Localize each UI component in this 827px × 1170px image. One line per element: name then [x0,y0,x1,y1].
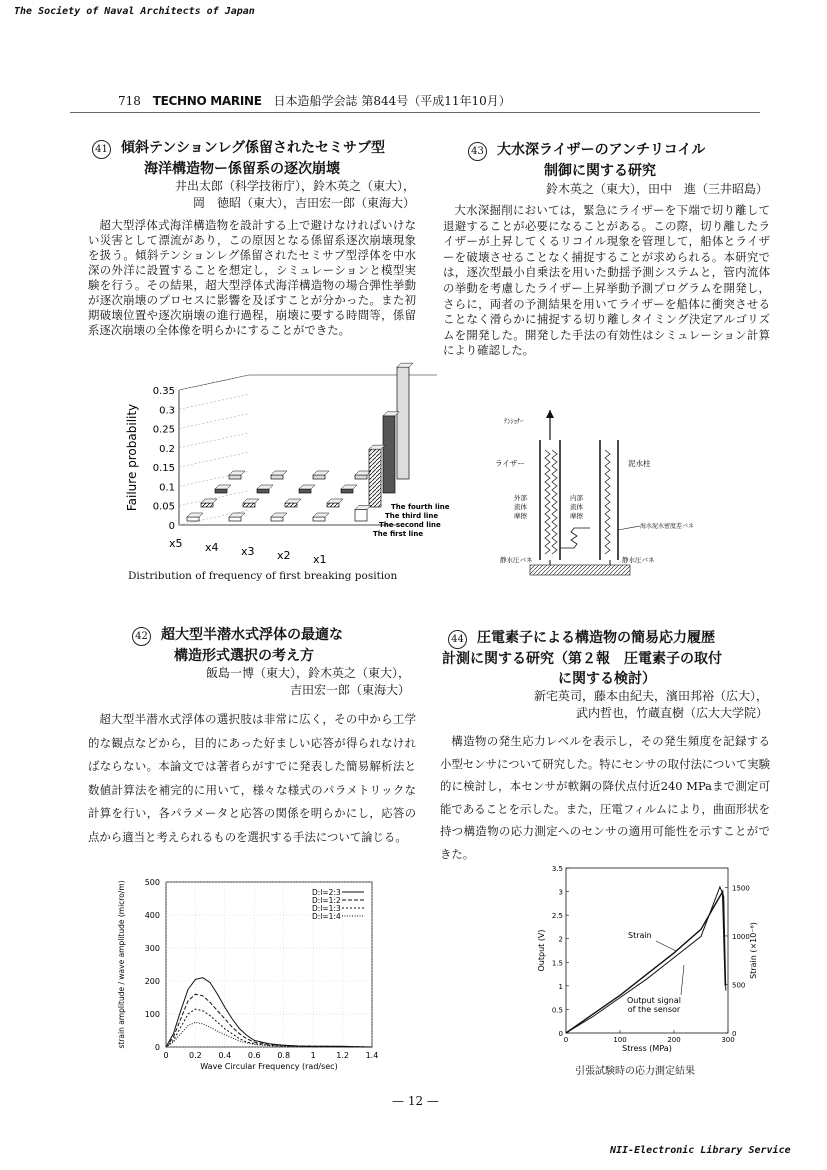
y-gridline [179,491,249,506]
x-tick-label: 100 [613,1036,627,1044]
annotation-strain: Strain [628,931,652,940]
y-tick-label: 300 [144,944,160,953]
riser-diagram [490,410,695,585]
legend-label: D:l=1:3 [312,904,341,913]
strain-chart-group [537,865,758,1053]
bar [271,475,283,479]
x-tick-label: x4 [205,541,219,554]
label-outer-fluid-2: 流体 [514,503,527,511]
article-43 [468,140,768,181]
x-tick-label: 1.4 [365,1051,379,1060]
y-tick-label: 0.5 [551,1006,563,1015]
y-gridline [179,394,249,409]
y-tick-label: 0 [154,1043,160,1052]
bar-top [271,471,287,475]
y-tick-label: 2 [558,935,563,944]
annotation-output-pointer [681,965,684,995]
bar [341,489,353,493]
title-line: 制御に関する研究 [544,163,656,179]
y-tick-label: 0.05 [152,501,175,513]
y-tick-label: 200 [144,977,160,986]
label-outer-fluid-3: 摩擦 [514,512,527,520]
y-gridline [179,433,249,448]
bar-top [229,471,245,475]
bar-top [369,445,385,449]
bar-top [355,471,371,475]
y2-tick-label: 500 [732,981,746,990]
bar [397,367,409,479]
title-line: 計測に関する研究（第２報 圧電素子の取付 [442,651,722,667]
x-tick-label: 0.6 [247,1051,261,1060]
y2-tick-label: 1000 [732,932,750,941]
label-inner-fluid-3: 摩擦 [570,512,583,520]
spring-base [550,560,610,565]
y-tick-label: 0.35 [152,386,175,397]
series-line [166,1009,372,1047]
y-tick-label: 0.2 [159,443,175,455]
label-inner-fluid-2: 流体 [570,503,583,511]
label-riser: ライザー [495,459,525,468]
x-axis-title: Wave Circular Frequency (rad/sec) [200,1062,338,1071]
x-tick-label: 0 [163,1051,169,1060]
bar-top [327,499,343,503]
x-tick-label: 0 [563,1036,569,1044]
article-number: 44 [448,630,467,649]
journal-name: TECHNO MARINE [152,94,262,108]
author-line: 鈴木英之（東大），田中 進（三井昭島） [545,182,768,196]
y-tick-label: 500 [144,878,160,887]
mud-spring-pointer [618,526,640,530]
article-number: 42 [132,627,151,646]
bar [299,489,311,493]
y-tick-label: 0 [558,1030,563,1038]
legend-label: The fourth line [391,503,450,511]
bar-top [215,485,231,489]
society-header: The Society of Naval Architects of Japan [14,6,255,17]
title-line: 超大型半潜水式浮体の最適な [161,627,343,643]
bar [369,449,381,507]
page-footer: — 12 — [392,1094,439,1108]
abstract-42: 超大型半潜水式浮体の選択肢は非常に広く，その中から工学的な観点などから，目的にあった好ましい応答が得られなければならない。本論文では著者らがすでに発表した簡易解析法と数値計算法を補完的に用いて，様々な様式のパラメトリックな計算を行い，各パラメータと応答の関係を明らかにし，応答の点から適当と考えられるものを選択する手法について論じる。 [88,712,416,844]
x-tick-label: 0.2 [189,1051,202,1060]
riser-spring-right [552,450,557,554]
article-41 [92,138,432,179]
y-tick-label: 3 [558,888,563,897]
bar [355,475,367,479]
bar [215,489,227,493]
author-line: 吉田宏一郎（東海大） [289,683,410,697]
bar [383,416,395,493]
label-hydro-left: 静水圧バネ [500,556,533,564]
y-gridline [179,414,249,429]
y-tick-label: 1 [558,982,563,991]
bar [229,475,241,479]
article-number: 41 [92,140,111,159]
strain-chart-caption: 引張試験時の応力測定結果 [575,1066,695,1077]
authors-41 [90,178,415,212]
x-tick-label: 0.4 [218,1051,232,1060]
bar-top [397,363,413,367]
y-tick-label: 3.5 [551,865,563,873]
label-tension: ﾃﾝｼｮﾅｰ [504,417,524,425]
bar-top [243,499,259,503]
article-title [132,625,392,646]
y-tick-label: 100 [144,1010,160,1019]
legend-label: The second line [379,521,441,529]
bar [355,509,367,521]
y2-tick-label: 0 [732,1030,737,1038]
library-footer: NII-Electronic Library Service [610,1145,791,1156]
x-axis-title: Stress (MPa) [622,1044,672,1053]
y-tick-label: 400 [144,911,160,920]
label-hydro-right: 静水圧バネ [622,556,655,564]
series-line [166,994,372,1047]
x-tick-label: x1 [313,553,327,566]
y-tick-label: 1.5 [551,959,563,968]
authors-42 [90,665,410,699]
bar-top [383,412,399,416]
legend-label: D:l=2:3 [312,888,341,897]
mud-spring [605,450,610,554]
x-tick-label: 300 [721,1036,735,1044]
bar [313,475,325,479]
y2-axis-title: Strain (×10⁻⁶) [749,922,758,979]
legend-label: The first line [373,530,424,538]
bar-top [201,499,217,503]
abstract-41: 超大型浮体式海洋構造物を設計する上で避けなければいけない災害として漂流があり，この原因となる係留系逐次崩壊現象を扱う。傾斜テンションレグ係留されたセミサブ型浮体を中水深の外洋に設置することを想定し，シミュレーションと模型実験を行う。その結果，超大型浮体式海洋構造物の場合弾性挙動が逐次崩壊のプロセスに影響を及ぼすことが分かった。また初期破壊位置や逐次崩壊の進行過程，崩壊に要する時間等，係留系逐次崩壊の全体像を明らかにすることができた。 [88,218,416,337]
bar [229,517,241,521]
bar-top [257,485,273,489]
annotation-output-line2: of the sensor [627,1005,681,1014]
legend-label: D:l=1:4 [312,912,341,921]
label-outer-fluid-1: 外部 [514,494,527,502]
x-tick-label: 0.8 [277,1051,291,1060]
bar-top [313,513,329,517]
author-line: 井出太郎（科学技術庁），鈴木英之（東大）， [174,179,415,193]
bar [243,503,255,507]
x-tick-label: x2 [277,549,291,562]
bar-top [341,485,357,489]
page-number: 718 [118,94,141,108]
legend-label: D:l=1:2 [312,896,341,905]
label-inner-fluid-1: 内部 [570,494,583,502]
y-tick-label: 0.1 [159,482,175,494]
bar-top [355,505,371,509]
frequency-response-chart [112,870,384,1075]
running-header [118,92,511,109]
journal-issue: 日本造船学会誌 第844号（平成11年10月） [273,94,511,108]
author-line: 岡 徳昭（東大），吉田宏一郎（東海大） [192,196,415,210]
label-mud-column: 泥水柱 [628,459,651,468]
freq-chart-group [117,878,378,1071]
y-tick-label: 0.3 [159,405,175,417]
bar-top [313,471,329,475]
y-axis-title: Failure probability [125,403,139,512]
bar-chart-caption: Distribution of frequency of first breaking position [128,570,398,582]
x-tick-label: 200 [667,1036,681,1044]
legend-label: The third line [385,512,439,520]
label-mud-spring: 海水泥水密度差バネ [640,523,695,530]
article-44 [442,628,778,689]
article-number: 43 [468,142,487,161]
abstract-44: 構造物の発生応力レベルを表示し，その発生頻度を記録する小型センサについて研究した。特にセンサの取付法について実験的に検討し，本センサが軟鋼の降伏点付近240 MPaまで測定可能であることを示した。また，圧電フィルムにより，曲面形状を持つ構造物の応力測定へのセンサの適用可能性を示すことができた。 [440,734,770,861]
bar [187,517,199,521]
authors-43 [460,181,768,198]
x-tick-label: x3 [241,545,255,558]
article-42 [132,625,392,666]
annotation-output-line1: Output signal [627,996,681,1005]
bar [285,503,297,507]
bar [271,517,283,521]
bar [327,503,339,507]
y-axis-title: strain amplitude / wave amplitude (micro/m) [117,880,126,1049]
title-line: 大水深ライザーのアンチリコイル [497,142,706,158]
x-tick-label: 1.2 [336,1051,349,1060]
tension-arrow [546,410,554,418]
bar [257,489,269,493]
article-title [448,628,778,649]
annotation-strain-pointer [656,941,676,951]
article-title [92,138,432,159]
bar-chart-3d [124,385,450,566]
y-tick-label: 0.15 [152,463,175,475]
x-tick-label: x5 [169,537,183,550]
series-line [166,978,372,1047]
bar-top [271,513,287,517]
authors-44 [460,688,768,722]
title-line: に関する検討） [558,671,656,687]
abstract-43: 大水深掘削においては，緊急にライザーを下端で切り離して退避することが必要になることがある。この際，切り離したライザーが上昇してくるリコイル現象を管理して，船体とライザーを破壊させることなく捕捉することが求められる。本研究では，逐次型最小自乗法を用いた動揺予測システムと，管内流体の挙動を考慮したライザー上昇挙動予測プログラムを開発し，さらに，両者の予測結果を用いてライザーを船体に衝突させることなく滑らかに捕捉する切り離しタイミング決定アルゴリズムを開発した。開発した手法の有効性はシミュレーション計算により確認した。 [443,203,770,358]
y-gridline [179,452,249,467]
seabed [530,565,630,575]
bar-top [285,499,301,503]
y-tick-label: 0.25 [152,424,175,436]
bar-top [187,513,203,517]
bar-chart-group [125,363,450,566]
mud-density-spring [560,528,590,548]
bar [201,503,213,507]
author-line: 新宅英司，藤本由紀夫，濱田邦裕（広大）， [533,689,768,703]
bar [313,517,325,521]
y-tick-label: 0 [168,521,175,532]
bar-top [299,485,315,489]
title-line: 傾斜テンションレグ係留されたセミサブ型 [121,140,386,156]
title-line: 海洋構造物ー係留系の逐次崩壊 [144,161,340,177]
header-rule [70,112,760,113]
x-tick-label: 1 [310,1051,316,1060]
y2-tick-label: 1500 [732,884,750,893]
title-line: 構造形式選択の考え方 [174,648,314,664]
riser-spring-left [545,450,550,554]
title-line: 圧電素子による構造物の簡易応力履歴 [477,630,715,646]
article-title [468,140,768,161]
y-axis-title: Output (V) [537,929,546,972]
author-line: 武内哲也，竹蔵直樹（広大大学院） [575,706,768,720]
author-line: 飯島一博（東大），鈴木英之（東大）， [205,666,410,680]
strain-chart [532,860,764,1060]
y-tick-label: 2.5 [551,912,563,921]
